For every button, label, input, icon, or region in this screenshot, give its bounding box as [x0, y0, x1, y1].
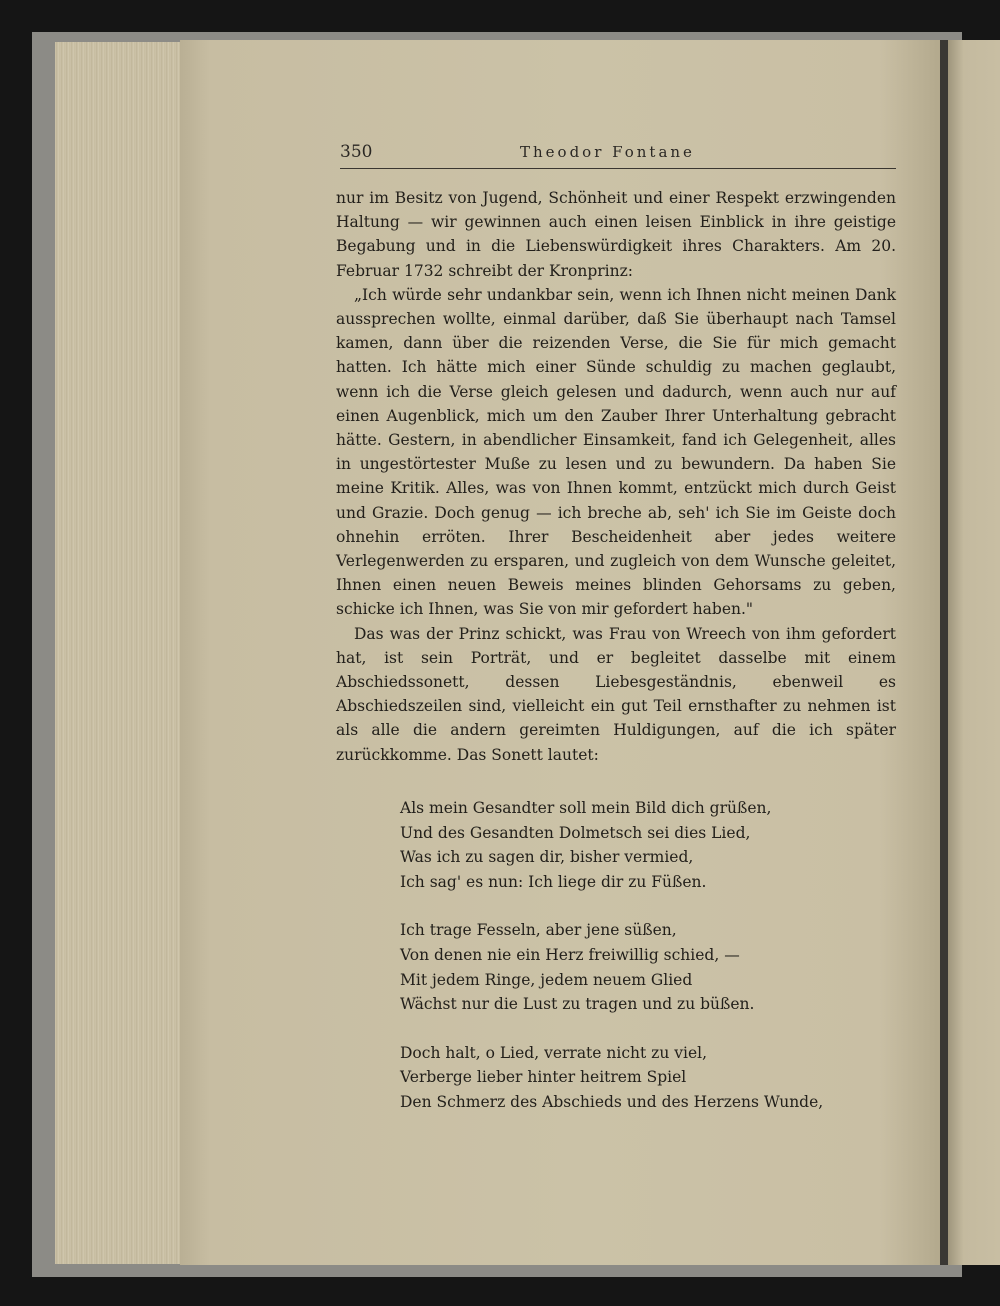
verse-line: Wächst nur die Lust zu tragen und zu büßen. [400, 995, 755, 1014]
verse-line: Mit jedem Ringe, jedem neuem Glied [400, 970, 693, 989]
stanza [400, 796, 900, 894]
running-head: Theodor Fontane [520, 143, 695, 161]
page-number: 350 [340, 142, 373, 162]
page-header [340, 138, 896, 169]
sonnet [400, 796, 900, 1139]
verse-line: Den Schmerz des Abschieds und des Herzens Wunde, [400, 1092, 824, 1111]
verse-line: Ich trage Fesseln, aber jene süßen, [400, 921, 677, 940]
book-gutter [940, 40, 948, 1265]
paragraph: Das was der Prinz schickt, was Frau von Wreech von ihm gefordert hat, ist sein Porträt, und er begleitet dasselbe mit einem Abschiedssonett, dessen Liebesgeständnis, ebenweil es Abschiedszeilen sind, vielleicht ein gut Teil ernsthafter zu nehmen ist als alle die andern gereimten Huldigungen, auf die ich später zurückkomme. Das Sonett lautet: [336, 624, 896, 764]
page-edges [55, 42, 190, 1264]
verse-line: Als mein Gesandter soll mein Bild dich grüßen, [400, 799, 772, 817]
verse-line: Und des Gesandten Dolmetsch sei dies Lied, [400, 823, 751, 842]
verse-line: Von denen nie ein Herz freiwillig schied, — [400, 945, 740, 964]
paragraph: nur im Besitz von Jugend, Schönheit und einer Respekt erzwingenden Haltung — wir gewinnen auch einen leisen Einblick in ihre geistige Begabung und in die Liebenswürdigkeit ihres Charakters. Am 20. Februar 1732 schreibt der Kronprinz: [336, 189, 896, 280]
paragraph-letter-quote: „Ich würde sehr undankbar sein, wenn ich Ihnen nicht meinen Dank aussprechen wollte, einmal darüber, daß Sie überhaupt nach Tamsel kamen, dann über die reizenden Verse, die Sie für mich gemacht hatten. Ich hätte mich einer Sünde schuldig zu machen geglaubt, wenn ich die Verse gleich gelesen und dadurch, wenn auch nur auf einen Augenblick, mich um den Zauber Ihrer Unterhaltung gebracht hätte. Gestern, in abendlicher Einsamkeit, fand ich Gelegenheit, alles in ungestörtester Muße zu lesen und zu bewundern. Da haben Sie meine Kritik. Alles, was von Ihnen kommt, entzückt mich durch Geist und Grazie. Doch genug — ich breche ab, seh' ich Sie im Geiste doch ohnehin erröten. Ihrer Bescheidenheit aber jedes weitere Verlegenwerden zu ersparen, und zugleich von dem Wunsche geleitet, Ihnen einen neuen Beweis meines blinden Gehorsams zu geben, schicke ich Ihnen, was Sie von mir gefordert haben." [336, 285, 896, 619]
body-text [336, 186, 896, 767]
verse-line: Was ich zu sagen dir, bisher vermied, [400, 848, 694, 867]
verse-line: Doch halt, o Lied, verrate nicht zu viel, [400, 1043, 707, 1062]
stanza [400, 1041, 900, 1115]
stanza [400, 918, 900, 1016]
verse-line: Verberge lieber hinter heitrem Spiel [400, 1068, 687, 1087]
verse-line: Ich sag' es nun: Ich liege dir zu Füßen. [400, 872, 707, 891]
right-page-edge [948, 40, 1000, 1265]
